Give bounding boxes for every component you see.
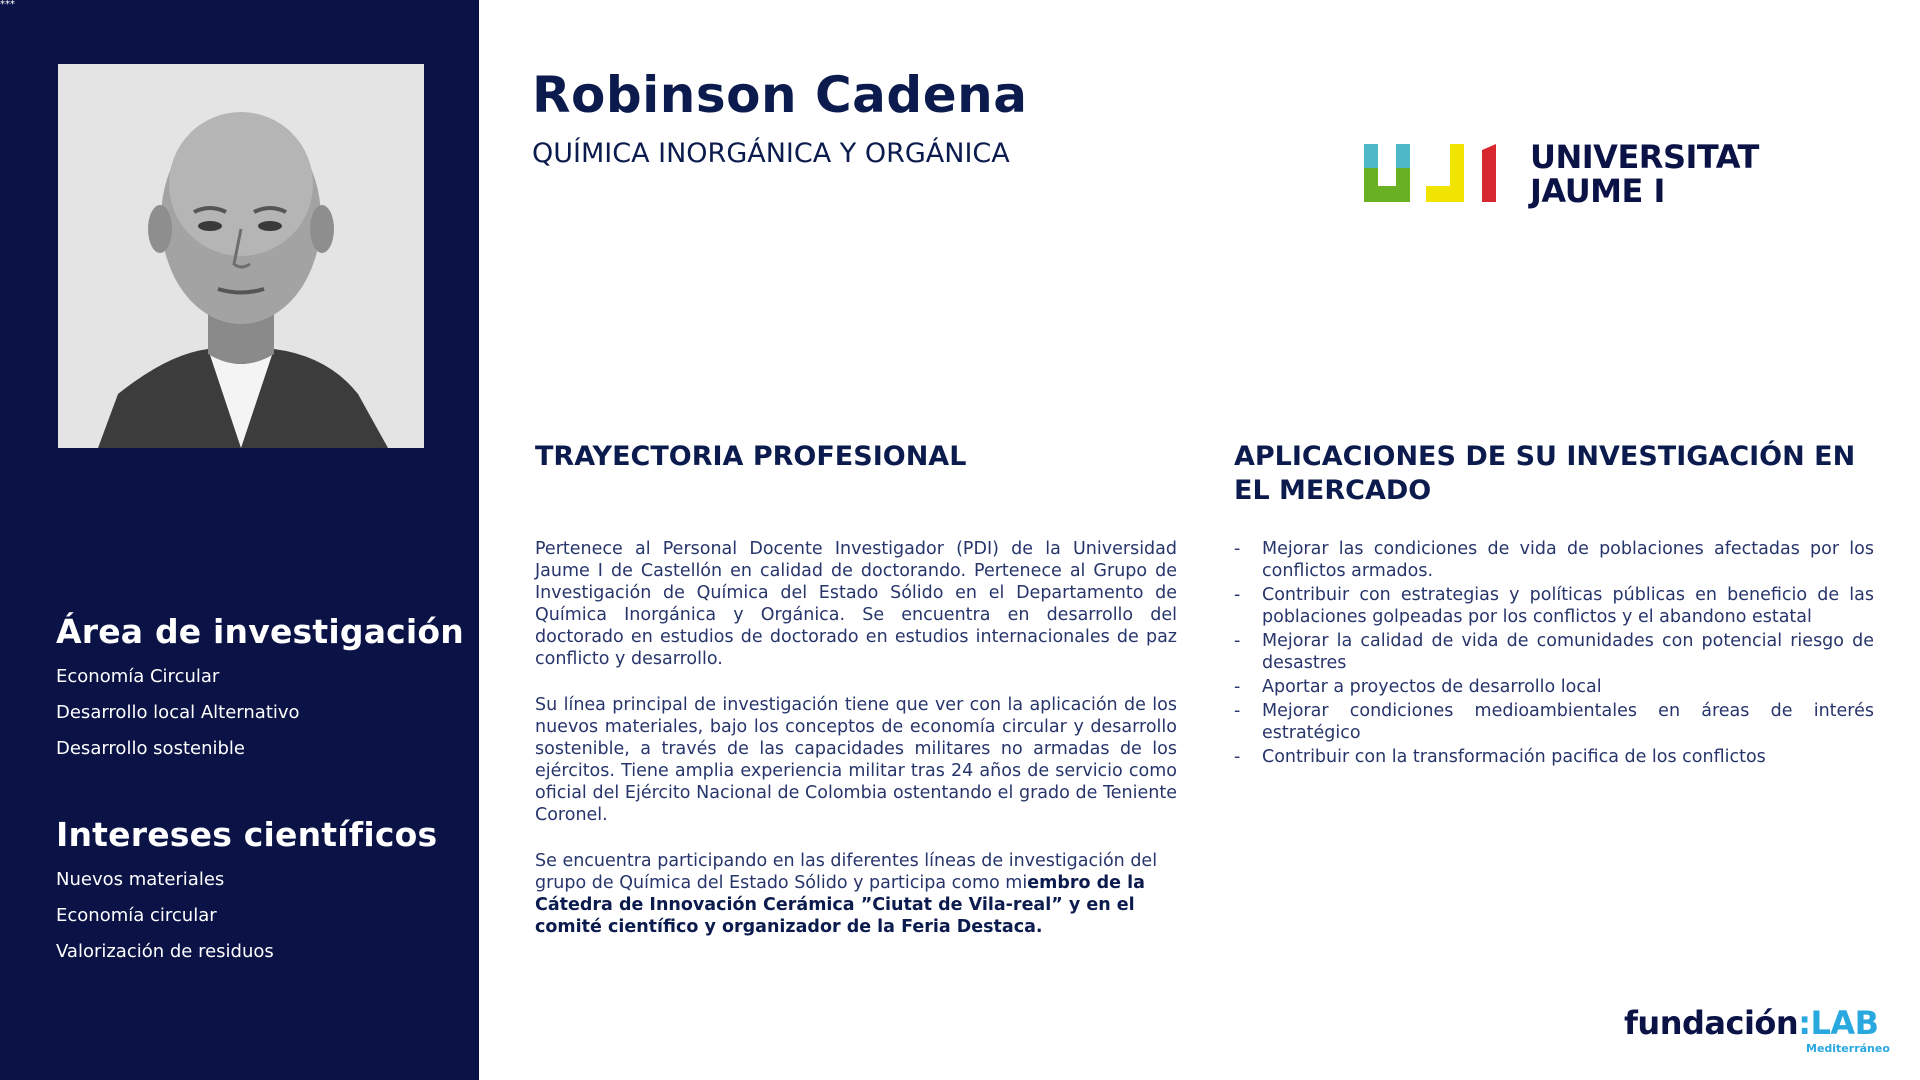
trayectoria-paragraph-2: Su línea principal de investigación tiene que ver con la aplicación de los nuevos materiales, bajo los conceptos de economía circular y desarrollo sostenible, a través de las capacidades militares no armadas de los ejércitos. Tiene amplia experiencia militar tras 24 años de servicio como oficial del Ejército Nacional de Colombia ostentando el grado de Teniente Coronel.: [535, 695, 1177, 825]
interests-title: Intereses científicos: [56, 815, 438, 854]
foundation-logo-subtitle: Mediterráneo: [1806, 1042, 1890, 1055]
aplicacion-item: - Contribuir con la transformación pacifica de los conflictos: [1234, 747, 1766, 767]
aplicacion-item: - Aportar a proyectos de desarrollo local: [1234, 677, 1602, 697]
trayectoria-title: TRAYECTORIA PROFESIONAL: [535, 441, 967, 472]
research-area-title: Área de investigación: [56, 612, 464, 651]
aplicaciones-title: APLICACIONES DE SU INVESTIGACIÓN EN EL MERCADO: [1234, 441, 1856, 506]
research-area-list: [56, 665, 300, 773]
research-area-item: Economía Circular: [56, 666, 220, 687]
trayectoria-paragraph-3: Se encuentra participando en las diferentes líneas de investigación del grupo de Química del Estado Sólido y participa como miembro de la Cátedra de Innovación Cerámica ”Ciutat de Vila-real” y en el comité científico y organizador de la Feria Destaca.: [535, 851, 1158, 937]
foundation-logo: fundación:LAB: [1624, 1004, 1879, 1042]
interests-list: [56, 868, 274, 976]
aplicacion-item: - Contribuir con estrategias y políticas públicas en beneficio de las poblaciones golpeadas por los conflictos y el abandono estatal: [1234, 585, 1874, 627]
profile-name: Robinson Cadena: [532, 66, 1028, 124]
profile-photo: [58, 64, 424, 448]
corner-mark: ***: [0, 0, 15, 10]
research-area-item: Desarrollo local Alternativo: [56, 702, 300, 723]
aplicaciones-list: [1234, 538, 1874, 770]
interest-item: Economía circular: [56, 905, 217, 926]
aplicacion-item: - Mejorar la calidad de vida de comunidades con potencial riesgo de desastres: [1234, 631, 1874, 673]
research-area-item: Desarrollo sostenible: [56, 738, 245, 759]
sidebar: [0, 0, 479, 1080]
aplicacion-item: - Mejorar las condiciones de vida de poblaciones afectadas por los conflictos armados.: [1234, 539, 1874, 581]
aplicacion-item: - Mejorar condiciones medioambientales en áreas de interés estratégico: [1234, 701, 1874, 743]
profile-department: QUÍMICA INORGÁNICA Y ORGÁNICA: [532, 138, 1010, 169]
interest-item: Nuevos materiales: [56, 869, 225, 890]
university-name: UNIVERSITAT JAUME I: [1530, 138, 1759, 210]
trayectoria-paragraph-1: Pertenece al Personal Docente Investigador (PDI) de la Universidad Jaume I de Castellón en calidad de doctorando. Pertenece al Grupo de Investigación de Química del Estado Sólido en el Departamento de Química Inorgánica y Orgánica. Se encuentra en desarrollo del doctorado en estudios de doctorado en estudios internacionales de paz conflicto y desarrollo.: [535, 539, 1177, 669]
interest-item: Valorización de residuos: [56, 941, 274, 962]
